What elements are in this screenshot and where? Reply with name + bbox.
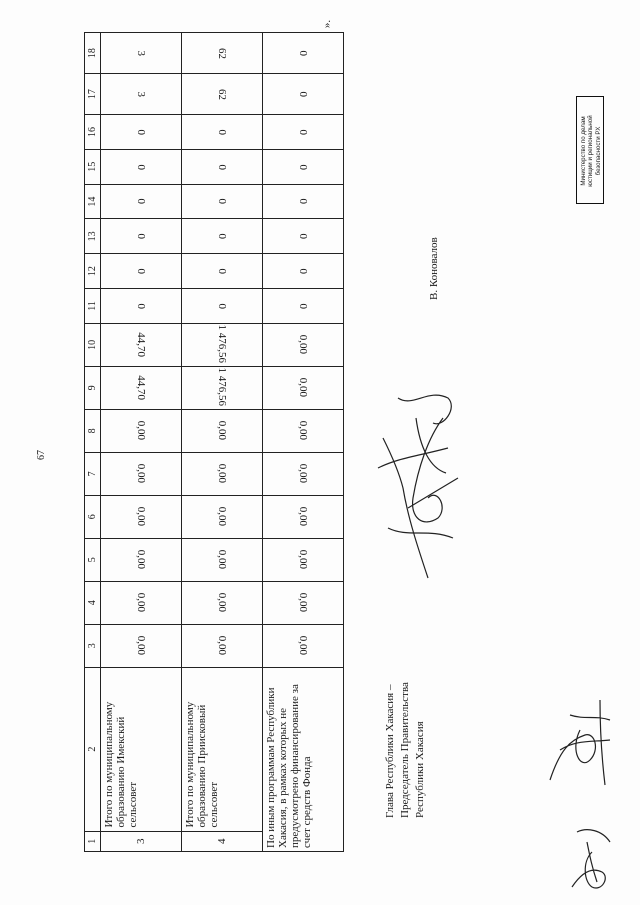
stamp-line2: юстиции и региональной: [587, 115, 595, 187]
cell-value: 0: [135, 268, 147, 274]
cell-value: 0: [216, 198, 228, 205]
cell-value: 0: [135, 129, 147, 135]
table-cell: [182, 538, 263, 581]
table-cell: [263, 33, 344, 74]
cell-value: 0,00: [135, 593, 147, 613]
cell-value: 0: [297, 268, 309, 274]
header-cell: 4: [85, 581, 101, 624]
cell-value: 0,00: [297, 507, 309, 527]
cell-value: 0,00: [216, 464, 228, 484]
data-table: [84, 32, 344, 852]
table-cell: [101, 115, 182, 150]
signatory-title-line2: Председатель Правительства: [399, 682, 411, 818]
cell-value: 0: [297, 198, 309, 205]
table-row: [182, 33, 263, 852]
header-cell: 9: [85, 366, 101, 409]
table-cell: [263, 495, 344, 538]
cell-value: 0: [135, 303, 147, 309]
table-cell: [182, 323, 263, 366]
table-cell: [182, 366, 263, 409]
header-cell: 1: [85, 831, 101, 851]
cell-value: 0,00: [135, 507, 147, 527]
signatory-name: В. Коновалов: [428, 237, 440, 300]
header-cell: 11: [85, 289, 101, 324]
signatory-title-line1: Глава Республики Хакасия –: [384, 684, 396, 818]
cell-value: 0: [297, 50, 309, 56]
cell-value: 0: [216, 129, 228, 135]
table-cell: [182, 581, 263, 624]
table-row: [101, 33, 182, 852]
cell-value: 3: [135, 91, 147, 97]
header-row: [85, 33, 101, 852]
table-cell: [182, 289, 263, 324]
table-cell: [101, 254, 182, 289]
table-cell: [182, 149, 263, 184]
table-cell: [101, 581, 182, 624]
table-cell: [263, 323, 344, 366]
table-cell: [263, 74, 344, 115]
table-cell: [101, 495, 182, 538]
cell-value: 0: [297, 303, 309, 309]
table-cell: [182, 624, 263, 667]
row-name: Итого по муниципальному образованию Приисковый сельсовет: [182, 667, 263, 831]
cell-value: 0: [216, 164, 228, 170]
header-cell: 3: [85, 624, 101, 667]
header-cell: 10: [85, 323, 101, 366]
table-cell: [182, 74, 263, 115]
initials-mark: [562, 812, 617, 897]
table-cell: [101, 323, 182, 366]
table-cell: [101, 366, 182, 409]
cell-value: 0,00: [297, 550, 309, 570]
cell-value: 0,00: [297, 378, 309, 398]
table-cell: [101, 219, 182, 254]
cell-value: 3: [135, 50, 147, 56]
table-cell: [263, 254, 344, 289]
cell-value: 0,00: [297, 593, 309, 613]
table-cell: [263, 115, 344, 150]
header-cell: 13: [85, 219, 101, 254]
cell-value: 0,00: [216, 507, 228, 527]
table-cell: [101, 184, 182, 219]
cell-value: 0: [216, 233, 228, 240]
cell-value: 44,70: [135, 375, 147, 401]
cell-value: 0: [216, 268, 228, 274]
table-cell: [263, 452, 344, 495]
table-cell: [182, 184, 263, 219]
cell-value: 0: [297, 164, 309, 170]
cell-value: 0: [135, 164, 147, 170]
row-index: 3: [101, 831, 182, 851]
table-cell: [263, 366, 344, 409]
table-cell: [101, 452, 182, 495]
cell-value: 0,00: [297, 421, 309, 441]
cell-value: 0,00: [216, 550, 228, 570]
table-cell: [182, 33, 263, 74]
header-cell: 16: [85, 115, 101, 150]
table-cell: [263, 219, 344, 254]
cell-value: 62: [216, 47, 228, 59]
cell-value: 0,00: [216, 593, 228, 613]
cell-value: 62: [216, 88, 228, 100]
cell-value: 0: [135, 233, 147, 240]
header-cell: 6: [85, 495, 101, 538]
table-cell: [101, 538, 182, 581]
cell-value: 0,00: [135, 421, 147, 441]
cell-value: 0,00: [297, 464, 309, 484]
initials-mark: [540, 680, 620, 790]
header-cell: 14: [85, 184, 101, 219]
table-cell: [263, 624, 344, 667]
row-index: 4: [182, 831, 263, 851]
cell-value: 0,00: [297, 636, 309, 656]
cell-value: 0: [135, 198, 147, 205]
stamp-line3: безопасности РХ: [594, 126, 602, 176]
table-cell: [182, 115, 263, 150]
table-cell: [182, 254, 263, 289]
table-cell: [101, 149, 182, 184]
table-cell: [263, 538, 344, 581]
table-cell: [263, 184, 344, 219]
table-cell: [263, 581, 344, 624]
table-row: [263, 33, 344, 852]
header-cell: 12: [85, 254, 101, 289]
cell-value: 0,00: [135, 550, 147, 570]
table-cell: [263, 409, 344, 452]
row-name: Итого по муниципальному образованию Имекский сельсовет: [101, 667, 182, 831]
table-cell: [263, 289, 344, 324]
cell-value: 0,00: [216, 636, 228, 656]
cell-value: 44,70: [135, 332, 147, 358]
stamp-line1: Министерство по делам: [579, 116, 587, 186]
cell-value: 0,00: [135, 464, 147, 484]
table-cell: [182, 409, 263, 452]
row-name: По иным программам Республики Хакасия, в рамках которых не предусмотрено финансирование за счет средств Фонда: [263, 667, 344, 851]
cell-value: 0: [216, 303, 228, 309]
table-cell: [182, 219, 263, 254]
table-cell: [263, 149, 344, 184]
cell-value: 0: [297, 233, 309, 240]
cell-value: 0: [297, 91, 309, 97]
header-cell: 15: [85, 149, 101, 184]
cell-value: 0,00: [297, 335, 309, 355]
table-cell: [182, 495, 263, 538]
page-number: 67: [36, 450, 47, 460]
header-cell: 18: [85, 33, 101, 74]
cell-value: 0,00: [135, 636, 147, 656]
table-cell: [182, 452, 263, 495]
table-cell: [101, 289, 182, 324]
cell-value: 1 476,56: [216, 324, 228, 363]
handwritten-signature: [358, 378, 468, 588]
header-cell: 8: [85, 409, 101, 452]
table-cell: [101, 74, 182, 115]
header-cell: 17: [85, 74, 101, 115]
cell-value: 0: [297, 129, 309, 135]
table-cell: [101, 33, 182, 74]
table-block: [84, 32, 336, 852]
header-cell: 5: [85, 538, 101, 581]
signatory-title-line3: Республики Хакасия: [414, 721, 426, 818]
cell-value: 1 476,56: [216, 367, 228, 406]
official-stamp: [576, 96, 604, 204]
header-cell: 2: [85, 667, 101, 831]
table-cell: [101, 624, 182, 667]
cell-value: 0,00: [216, 421, 228, 441]
table-cell: [101, 409, 182, 452]
closing-quote: ».: [321, 19, 334, 29]
header-cell: 7: [85, 452, 101, 495]
